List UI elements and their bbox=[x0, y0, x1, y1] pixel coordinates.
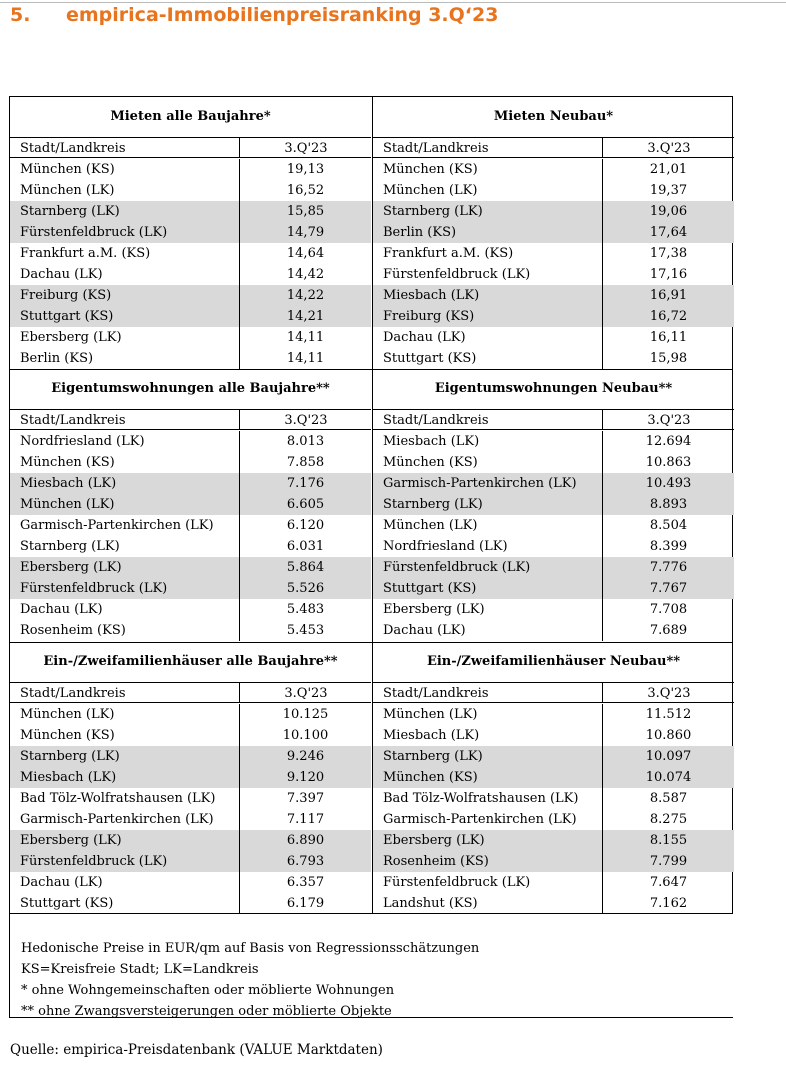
table-row bbox=[373, 578, 734, 599]
column-header-row bbox=[10, 137, 371, 158]
table-section bbox=[10, 97, 371, 369]
table-section bbox=[10, 642, 371, 914]
price-cell: 11.512 bbox=[602, 704, 734, 725]
city-cell: Starnberg (LK) bbox=[383, 497, 483, 512]
table-row bbox=[373, 431, 734, 452]
city-cell: Stuttgart (KS) bbox=[383, 581, 477, 596]
price-cell: 14,64 bbox=[239, 243, 371, 264]
price-cell: 19,13 bbox=[239, 159, 371, 180]
table-row bbox=[373, 494, 734, 515]
table-section bbox=[10, 369, 371, 642]
city-cell: Freiburg (KS) bbox=[383, 309, 475, 324]
city-cell: Ebersberg (LK) bbox=[383, 833, 485, 848]
table-section bbox=[373, 97, 734, 369]
table-row bbox=[10, 327, 371, 348]
city-cell: Miesbach (LK) bbox=[383, 288, 480, 303]
table-row bbox=[373, 704, 734, 725]
table-row bbox=[10, 578, 371, 599]
price-cell: 16,11 bbox=[602, 327, 734, 348]
section-title: Ein-/Zweifamilienhäuser Neubau** bbox=[426, 654, 681, 669]
price-cell: 14,21 bbox=[239, 306, 371, 327]
price-cell: 7.708 bbox=[602, 599, 734, 620]
city-cell: Garmisch-Partenkirchen (LK) bbox=[383, 812, 577, 827]
price-cell: 5.483 bbox=[239, 599, 371, 620]
table-row bbox=[373, 327, 734, 348]
city-cell: Garmisch-Partenkirchen (LK) bbox=[383, 476, 577, 491]
price-cell: 7.858 bbox=[239, 452, 371, 473]
table-row bbox=[10, 557, 371, 578]
city-cell: Nordfriesland (LK) bbox=[383, 539, 508, 554]
city-cell: Freiburg (KS) bbox=[20, 288, 112, 303]
table-row bbox=[373, 201, 734, 222]
table-row bbox=[10, 431, 371, 452]
city-cell: München (KS) bbox=[20, 162, 115, 177]
column-header-quarter: 3.Q'23 bbox=[239, 138, 372, 157]
city-cell: Berlin (KS) bbox=[20, 351, 94, 366]
city-cell: Bad Tölz-Wolfratshausen (LK) bbox=[20, 791, 216, 806]
price-cell: 14,79 bbox=[239, 222, 371, 243]
table-row bbox=[373, 536, 734, 557]
column-header-quarter: 3.Q'23 bbox=[239, 410, 372, 429]
table-row bbox=[373, 788, 734, 809]
city-cell: Miesbach (LK) bbox=[383, 434, 480, 449]
table-row bbox=[373, 452, 734, 473]
city-cell: München (KS) bbox=[383, 162, 478, 177]
column-header-row bbox=[373, 137, 734, 158]
column-header-quarter: 3.Q'23 bbox=[602, 410, 735, 429]
city-cell: Miesbach (LK) bbox=[20, 770, 117, 785]
price-cell: 10.860 bbox=[602, 725, 734, 746]
table-section bbox=[373, 369, 734, 642]
table-row bbox=[373, 851, 734, 872]
note-line: ** ohne Zwangsversteigerungen oder möblierte Objekte bbox=[21, 1004, 392, 1019]
table-row bbox=[10, 264, 371, 285]
price-cell: 8.587 bbox=[602, 788, 734, 809]
city-cell: Starnberg (LK) bbox=[383, 204, 483, 219]
table-row bbox=[373, 620, 734, 641]
table-row bbox=[10, 180, 371, 201]
city-cell: München (LK) bbox=[383, 518, 478, 533]
price-cell: 10.097 bbox=[602, 746, 734, 767]
column-header-city: Stadt/Landkreis bbox=[383, 141, 489, 156]
table-row bbox=[10, 809, 371, 830]
table-row bbox=[373, 222, 734, 243]
column-header-quarter: 3.Q'23 bbox=[239, 683, 372, 702]
column-header-quarter: 3.Q'23 bbox=[602, 138, 735, 157]
city-cell: Ebersberg (LK) bbox=[20, 833, 122, 848]
table-row bbox=[10, 306, 371, 327]
table-row bbox=[10, 872, 371, 893]
table-row bbox=[10, 201, 371, 222]
price-cell: 14,11 bbox=[239, 327, 371, 348]
city-cell: Landshut (KS) bbox=[383, 896, 478, 911]
price-cell: 17,38 bbox=[602, 243, 734, 264]
table-row bbox=[10, 159, 371, 180]
price-cell: 7.117 bbox=[239, 809, 371, 830]
city-cell: München (LK) bbox=[20, 707, 115, 722]
price-cell: 6.031 bbox=[239, 536, 371, 557]
city-cell: München (KS) bbox=[383, 455, 478, 470]
table-rows bbox=[10, 431, 371, 641]
city-cell: München (KS) bbox=[383, 770, 478, 785]
price-cell: 10.125 bbox=[239, 704, 371, 725]
city-cell: Rosenheim (KS) bbox=[383, 854, 489, 869]
city-cell: Stuttgart (KS) bbox=[20, 309, 114, 324]
price-cell: 15,98 bbox=[602, 348, 734, 369]
price-cell: 16,91 bbox=[602, 285, 734, 306]
price-cell: 8.155 bbox=[602, 830, 734, 851]
column-header-city: Stadt/Landkreis bbox=[20, 686, 126, 701]
city-cell: Dachau (LK) bbox=[383, 330, 466, 345]
column-header-city: Stadt/Landkreis bbox=[20, 413, 126, 428]
price-cell: 7.397 bbox=[239, 788, 371, 809]
table-row bbox=[10, 515, 371, 536]
table-row bbox=[373, 725, 734, 746]
footnotes bbox=[9, 914, 733, 1018]
table-rows bbox=[10, 159, 371, 369]
price-cell: 6.605 bbox=[239, 494, 371, 515]
table-rows bbox=[10, 704, 371, 914]
table-row bbox=[10, 851, 371, 872]
section-title: Mieten Neubau* bbox=[493, 109, 614, 124]
table-row bbox=[373, 264, 734, 285]
section-title: Mieten alle Baujahre* bbox=[110, 109, 271, 124]
note-line: KS=Kreisfreie Stadt; LK=Landkreis bbox=[21, 962, 259, 977]
table-row bbox=[10, 620, 371, 641]
price-cell: 21,01 bbox=[602, 159, 734, 180]
table-row bbox=[373, 243, 734, 264]
table-row bbox=[373, 159, 734, 180]
table-row bbox=[10, 767, 371, 788]
heading-number: 5. bbox=[10, 4, 31, 26]
price-cell: 7.689 bbox=[602, 620, 734, 641]
city-cell: Dachau (LK) bbox=[20, 267, 103, 282]
price-cell: 6.179 bbox=[239, 893, 371, 914]
city-cell: Stuttgart (KS) bbox=[383, 351, 477, 366]
table-row bbox=[10, 348, 371, 369]
city-cell: Garmisch-Partenkirchen (LK) bbox=[20, 812, 214, 827]
price-cell: 12.694 bbox=[602, 431, 734, 452]
price-cell: 9.246 bbox=[239, 746, 371, 767]
price-cell: 6.793 bbox=[239, 851, 371, 872]
city-cell: Fürstenfeldbruck (LK) bbox=[383, 875, 531, 890]
price-cell: 7.799 bbox=[602, 851, 734, 872]
column-header-row bbox=[10, 409, 371, 430]
table-rows bbox=[373, 704, 734, 914]
price-cell: 10.863 bbox=[602, 452, 734, 473]
price-cell: 6.357 bbox=[239, 872, 371, 893]
city-cell: Starnberg (LK) bbox=[20, 204, 120, 219]
city-cell: Fürstenfeldbruck (LK) bbox=[383, 560, 531, 575]
table-row bbox=[373, 809, 734, 830]
price-cell: 7.767 bbox=[602, 578, 734, 599]
city-cell: Dachau (LK) bbox=[20, 875, 103, 890]
table-rows bbox=[373, 159, 734, 369]
column-header-city: Stadt/Landkreis bbox=[383, 413, 489, 428]
ranking-table bbox=[9, 96, 733, 914]
column-header-city: Stadt/Landkreis bbox=[20, 141, 126, 156]
table-row bbox=[373, 557, 734, 578]
city-cell: Bad Tölz-Wolfratshausen (LK) bbox=[383, 791, 579, 806]
city-cell: Fürstenfeldbruck (LK) bbox=[20, 581, 168, 596]
note-line: * ohne Wohngemeinschaften oder möblierte Wohnungen bbox=[21, 983, 395, 998]
city-cell: Starnberg (LK) bbox=[20, 539, 120, 554]
price-cell: 17,16 bbox=[602, 264, 734, 285]
table-row bbox=[373, 599, 734, 620]
city-cell: Fürstenfeldbruck (LK) bbox=[20, 854, 168, 869]
table-row bbox=[373, 830, 734, 851]
section-title: Eigentumswohnungen Neubau** bbox=[434, 381, 673, 396]
city-cell: Nordfriesland (LK) bbox=[20, 434, 145, 449]
city-cell: München (LK) bbox=[20, 497, 115, 512]
price-cell: 7.176 bbox=[239, 473, 371, 494]
price-cell: 10.074 bbox=[602, 767, 734, 788]
price-cell: 17,64 bbox=[602, 222, 734, 243]
table-row bbox=[10, 725, 371, 746]
column-header-row bbox=[10, 682, 371, 703]
price-cell: 16,52 bbox=[239, 180, 371, 201]
price-cell: 14,11 bbox=[239, 348, 371, 369]
city-cell: Dachau (LK) bbox=[383, 623, 466, 638]
price-cell: 14,42 bbox=[239, 264, 371, 285]
city-cell: Starnberg (LK) bbox=[20, 749, 120, 764]
table-row bbox=[10, 243, 371, 264]
price-cell: 10.493 bbox=[602, 473, 734, 494]
price-cell: 10.100 bbox=[239, 725, 371, 746]
city-cell: Ebersberg (LK) bbox=[383, 602, 485, 617]
table-row bbox=[10, 452, 371, 473]
table-row bbox=[10, 285, 371, 306]
top-rule bbox=[0, 2, 786, 3]
table-row bbox=[373, 473, 734, 494]
city-cell: Miesbach (LK) bbox=[383, 728, 480, 743]
price-cell: 14,22 bbox=[239, 285, 371, 306]
section-title: Ein-/Zweifamilienhäuser alle Baujahre** bbox=[43, 654, 338, 669]
table-rows bbox=[373, 431, 734, 641]
city-cell: München (KS) bbox=[20, 728, 115, 743]
table-row bbox=[373, 180, 734, 201]
price-cell: 6.890 bbox=[239, 830, 371, 851]
price-cell: 8.399 bbox=[602, 536, 734, 557]
table-row bbox=[373, 872, 734, 893]
price-cell: 7.162 bbox=[602, 893, 734, 914]
city-cell: Stuttgart (KS) bbox=[20, 896, 114, 911]
price-cell: 19,06 bbox=[602, 201, 734, 222]
city-cell: Garmisch-Partenkirchen (LK) bbox=[20, 518, 214, 533]
city-cell: Fürstenfeldbruck (LK) bbox=[383, 267, 531, 282]
price-cell: 5.526 bbox=[239, 578, 371, 599]
city-cell: München (LK) bbox=[383, 183, 478, 198]
column-header-quarter: 3.Q'23 bbox=[602, 683, 735, 702]
heading-title: empirica-Immobilienpreisranking 3.Q‘23 bbox=[66, 4, 499, 26]
note-line: Hedonische Preise in EUR/qm auf Basis von Regressionsschätzungen bbox=[21, 941, 480, 956]
city-cell: Starnberg (LK) bbox=[383, 749, 483, 764]
table-row bbox=[373, 515, 734, 536]
table-row bbox=[373, 348, 734, 369]
table-row bbox=[10, 788, 371, 809]
city-cell: Rosenheim (KS) bbox=[20, 623, 126, 638]
price-cell: 8.893 bbox=[602, 494, 734, 515]
price-cell: 7.776 bbox=[602, 557, 734, 578]
city-cell: Berlin (KS) bbox=[383, 225, 457, 240]
table-row bbox=[10, 704, 371, 725]
column-header-row bbox=[373, 409, 734, 430]
table-row bbox=[10, 746, 371, 767]
price-cell: 6.120 bbox=[239, 515, 371, 536]
price-cell: 15,85 bbox=[239, 201, 371, 222]
column-header-city: Stadt/Landkreis bbox=[383, 686, 489, 701]
price-cell: 9.120 bbox=[239, 767, 371, 788]
city-cell: Ebersberg (LK) bbox=[20, 560, 122, 575]
city-cell: München (LK) bbox=[383, 707, 478, 722]
table-row bbox=[373, 306, 734, 327]
price-cell: 7.647 bbox=[602, 872, 734, 893]
table-row bbox=[10, 473, 371, 494]
price-cell: 19,37 bbox=[602, 180, 734, 201]
city-cell: Fürstenfeldbruck (LK) bbox=[20, 225, 168, 240]
price-cell: 8.275 bbox=[602, 809, 734, 830]
source-line: Quelle: empirica-Preisdatenbank (VALUE Marktdaten) bbox=[10, 1042, 383, 1058]
price-cell: 5.864 bbox=[239, 557, 371, 578]
city-cell: Frankfurt a.M. (KS) bbox=[383, 246, 514, 261]
table-row bbox=[373, 746, 734, 767]
table-row bbox=[10, 494, 371, 515]
price-cell: 8.504 bbox=[602, 515, 734, 536]
table-row bbox=[373, 285, 734, 306]
table-row bbox=[10, 222, 371, 243]
table-row bbox=[10, 599, 371, 620]
column-header-row bbox=[373, 682, 734, 703]
city-cell: Dachau (LK) bbox=[20, 602, 103, 617]
price-cell: 8.013 bbox=[239, 431, 371, 452]
city-cell: München (KS) bbox=[20, 455, 115, 470]
city-cell: München (LK) bbox=[20, 183, 115, 198]
table-section bbox=[373, 642, 734, 914]
city-cell: Miesbach (LK) bbox=[20, 476, 117, 491]
section-title: Eigentumswohnungen alle Baujahre** bbox=[51, 381, 330, 396]
city-cell: Frankfurt a.M. (KS) bbox=[20, 246, 151, 261]
table-row bbox=[373, 767, 734, 788]
city-cell: Ebersberg (LK) bbox=[20, 330, 122, 345]
table-row bbox=[373, 893, 734, 914]
table-row bbox=[10, 893, 371, 914]
price-cell: 16,72 bbox=[602, 306, 734, 327]
table-row bbox=[10, 830, 371, 851]
page-heading bbox=[10, 4, 498, 26]
table-row bbox=[10, 536, 371, 557]
price-cell: 5.453 bbox=[239, 620, 371, 641]
